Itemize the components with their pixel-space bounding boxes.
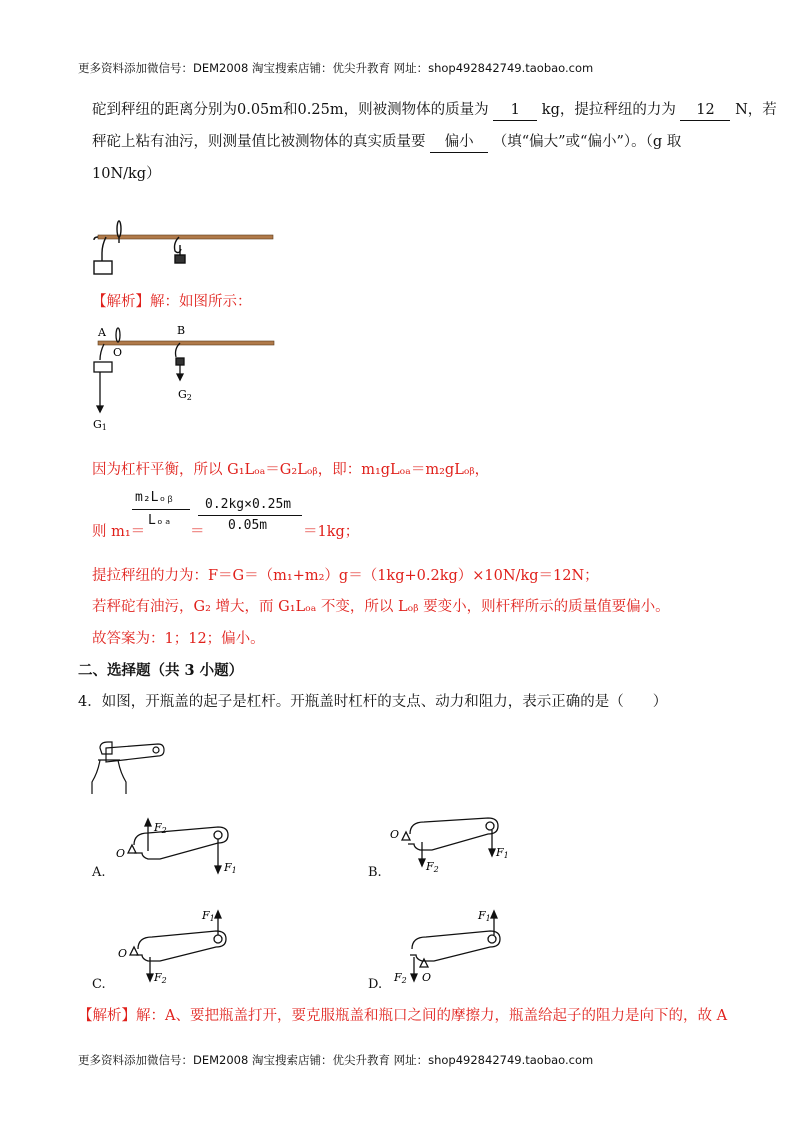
svg-text:F2: F2 xyxy=(154,971,167,985)
svg-text:O: O xyxy=(113,346,123,359)
steelyard-figure xyxy=(90,215,280,280)
option-c-diagram[interactable] xyxy=(114,905,264,985)
svg-text:G2: G2 xyxy=(178,388,192,402)
svg-text:B: B xyxy=(177,324,186,337)
answer-summary: 故答案为：1；12；偏小。 xyxy=(92,631,265,647)
analysis-4-line: 【解析】解：A、要把瓶盖打开，要克服瓶盖和瓶口之间的摩擦力，瓶盖给起子的阻力是向下的，故 A xyxy=(78,1008,728,1024)
fraction-2-numerator: 0.2kg×0.25m xyxy=(205,497,292,512)
formula-prefix: 则 m₁＝ xyxy=(92,524,146,540)
q3-line-2: 秤砣上粘有油污，则测量值比被测物体的真实质量要 偏小 （填“偏大”或“偏小”）。（g 取 xyxy=(92,132,681,153)
option-a-label[interactable]: A. xyxy=(92,865,106,880)
svg-text:O: O xyxy=(116,847,126,860)
section-title: 二、选择题（共 3 小题） xyxy=(78,662,244,679)
force-calculation: 提拉秤纽的力为：F＝G＝（m₁+m₂）g＝（1kg+0.2kg）×10N/kg＝12N； xyxy=(92,568,599,584)
svg-text:G1: G1 xyxy=(93,418,107,432)
page-footer: 更多资料添加微信号：DEM2008 淘宝搜索店铺：优尖升教育 网址：shop492842749.taobao.com xyxy=(78,1053,594,1067)
option-b-diagram[interactable] xyxy=(388,810,538,878)
svg-text:O: O xyxy=(118,947,128,960)
svg-text:F2: F2 xyxy=(426,860,439,874)
answer-blank-3: 偏小 xyxy=(430,132,488,153)
analysis-tag: 【解析】 xyxy=(92,294,150,310)
equals-sign: ＝ xyxy=(190,524,205,540)
option-a-diagram[interactable] xyxy=(110,815,260,883)
svg-text:F1: F1 xyxy=(478,909,491,923)
svg-text:A: A xyxy=(98,326,106,339)
analysis-3-intro: 【解析】解：如图所示： xyxy=(92,294,252,310)
option-b-label[interactable]: B. xyxy=(368,865,382,880)
fraction-1-bar xyxy=(132,509,190,510)
q3-line-1: 砣到秤纽的距离分别为0.05m和0.25m，则被测物体的质量为 1 kg，提拉秤纽的力为 12 N，若 xyxy=(92,100,777,121)
fraction-2-denominator: 0.05m xyxy=(228,518,268,533)
analysis-tag: 【解析】 xyxy=(78,1008,136,1024)
fraction-1-numerator: m₂Lₒᵦ xyxy=(135,490,175,505)
svg-text:O: O xyxy=(390,828,400,841)
balance-equation: 因为杠杆平衡，所以 G₁Lₒₐ＝G₂Lₒᵦ，即：m₁gLₒₐ＝m₂gLₒᵦ， xyxy=(92,462,490,478)
oil-explanation: 若秤砣有油污，G₂ 增大，而 G₁Lₒₐ 不变，所以 Lₒᵦ 要变小，则杆秤所示的质量值要偏小。 xyxy=(92,599,670,615)
steelyard-force-figure xyxy=(88,320,288,432)
q3-line-3: 10N/kg） xyxy=(92,166,161,182)
option-d-label[interactable]: D. xyxy=(368,977,383,992)
answer-blank-1: 1 xyxy=(493,100,537,121)
svg-text:F2: F2 xyxy=(154,821,167,835)
svg-text:F2: F2 xyxy=(394,971,407,985)
option-c-label[interactable]: C. xyxy=(92,977,106,992)
svg-text:F1: F1 xyxy=(224,861,237,875)
fraction-2-bar xyxy=(198,515,302,516)
bottle-opener-illustration xyxy=(88,738,168,798)
svg-text:O: O xyxy=(422,971,432,984)
question-4-stem: 4．如图，开瓶盖的起子是杠杆。开瓶盖时杠杆的支点、动力和阻力，表示正确的是（ ） xyxy=(78,694,668,710)
page-header: 更多资料添加微信号：DEM2008 淘宝搜索店铺：优尖升教育 网址：shop492842749.taobao.com xyxy=(78,61,594,75)
answer-blank-2: 12 xyxy=(680,100,730,121)
svg-text:F1: F1 xyxy=(496,846,509,860)
formula-result: ＝1kg； xyxy=(303,524,360,540)
fraction-1-denominator: Lₒₐ xyxy=(148,513,172,528)
svg-text:F1: F1 xyxy=(202,909,215,923)
option-d-diagram[interactable] xyxy=(390,905,540,987)
